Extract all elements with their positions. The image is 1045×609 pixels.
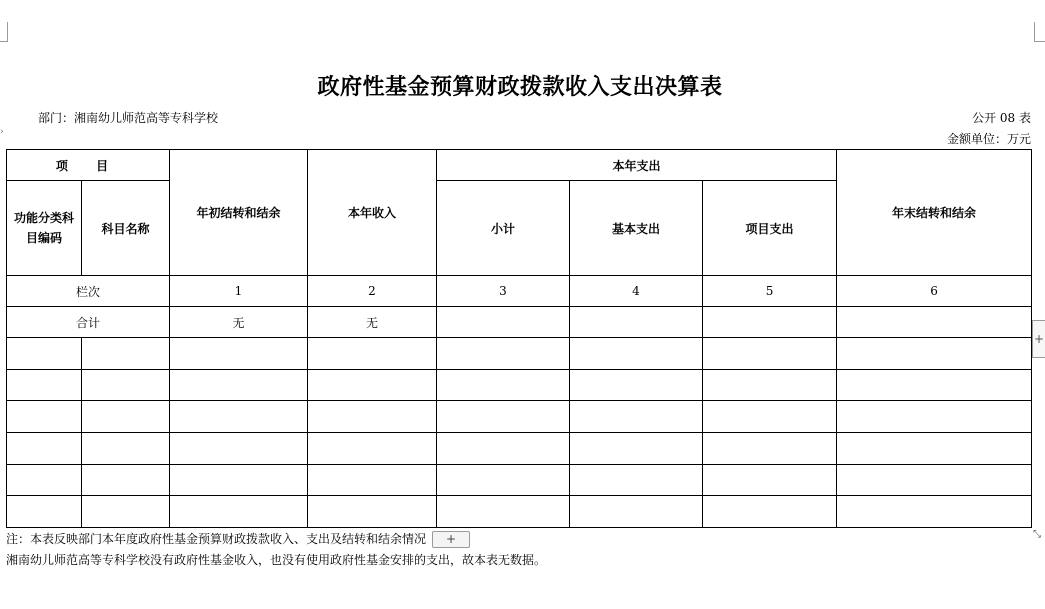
total-cell: [703, 307, 837, 338]
table-cell: [308, 465, 437, 496]
table-row: [7, 496, 1032, 528]
table-cell: [703, 465, 837, 496]
header-current-expense: 本年支出: [437, 150, 837, 181]
table-cell: [308, 370, 437, 401]
table-row: [7, 370, 1032, 401]
table-note: [6, 530, 470, 548]
table-cell: [570, 465, 703, 496]
table-cell: [82, 465, 170, 496]
add-row-button[interactable]: +: [432, 531, 470, 548]
budget-table: [6, 149, 1032, 528]
table-cell: [82, 370, 170, 401]
total-cell: 无: [308, 307, 437, 338]
total-cell: [437, 307, 570, 338]
total-cell: 无: [170, 307, 308, 338]
table-cell: [308, 433, 437, 465]
total-cell: [570, 307, 703, 338]
header-item: 项 目: [7, 150, 170, 181]
table-cell: [837, 433, 1032, 465]
table-cell: [437, 433, 570, 465]
table-cell: [570, 401, 703, 433]
page-corner-marker: [0, 22, 8, 42]
table-cell: [570, 433, 703, 465]
column-index-cell: 1: [170, 276, 308, 307]
table-cell: [437, 370, 570, 401]
table-cell: [703, 401, 837, 433]
table-cell: [437, 401, 570, 433]
no-data-explanation: 湘南幼儿师范高等专科学校没有政府性基金收入，也没有使用政府性基金安排的支出，故本表无数据。: [6, 553, 547, 567]
table-cell: [703, 496, 837, 528]
total-label: 合计: [7, 307, 170, 338]
table-cell: [570, 338, 703, 370]
table-cell: [7, 401, 82, 433]
header-current-income: 本年收入: [308, 150, 437, 276]
table-cell: [837, 401, 1032, 433]
table-cell: [7, 338, 82, 370]
table-cell: [170, 496, 308, 528]
column-index-cell: 3: [437, 276, 570, 307]
table-cell: [437, 496, 570, 528]
resize-handle-icon[interactable]: ⤡: [1033, 529, 1041, 540]
table-row: [7, 401, 1032, 433]
table-cell: [170, 338, 308, 370]
table-row: [7, 338, 1032, 370]
header-basic-expense: 基本支出: [570, 181, 703, 276]
note-text: 注：本表反映部门本年度政府性基金预算财政拨款收入、支出及结转和结余情况: [6, 532, 427, 546]
table-cell: [7, 496, 82, 528]
table-cell: [170, 401, 308, 433]
column-index-cell: 5: [703, 276, 837, 307]
column-index-cell: 6: [837, 276, 1032, 307]
table-cell: [82, 338, 170, 370]
header-subtotal: 小计: [437, 181, 570, 276]
table-cell: [570, 496, 703, 528]
column-index-cell: 2: [308, 276, 437, 307]
column-index-cell: 4: [570, 276, 703, 307]
page-corner-marker: [1034, 22, 1045, 42]
add-column-button[interactable]: +: [1032, 320, 1045, 358]
header-closing-balance: 年末结转和结余: [837, 150, 1032, 276]
table-cell: [570, 370, 703, 401]
table-cell: [703, 370, 837, 401]
table-row: [7, 433, 1032, 465]
table-cell: [7, 370, 82, 401]
column-index-label: 栏次: [7, 276, 170, 307]
amount-unit-label: 金额单位：万元: [946, 132, 1031, 146]
left-margin-marker-icon: ›: [0, 127, 4, 137]
table-cell: [82, 496, 170, 528]
table-cell: [837, 338, 1032, 370]
table-cell: [308, 338, 437, 370]
table-cell: [7, 433, 82, 465]
table-cell: [703, 433, 837, 465]
table-cell: [837, 465, 1032, 496]
header-func-code: 功能分类科目编码: [7, 181, 82, 276]
table-cell: [837, 496, 1032, 528]
table-cell: [837, 370, 1032, 401]
total-cell: [837, 307, 1032, 338]
table-cell: [82, 433, 170, 465]
table-cell: [170, 370, 308, 401]
table-cell: [7, 465, 82, 496]
table-row: [7, 465, 1032, 496]
header-project-expense: 项目支出: [703, 181, 837, 276]
table-cell: [437, 465, 570, 496]
table-cell: [308, 496, 437, 528]
table-cell: [82, 401, 170, 433]
table-cell: [170, 465, 308, 496]
header-opening-balance: 年初结转和结余: [170, 150, 308, 276]
total-row: [7, 307, 1032, 338]
column-index-row: [7, 276, 1032, 307]
header-subject-name: 科目名称: [82, 181, 170, 276]
table-cell: [170, 433, 308, 465]
form-code: 公开 08 表: [972, 111, 1031, 125]
department-label: 部门：湘南幼儿师范高等专科学校: [38, 111, 219, 125]
table-cell: [703, 338, 837, 370]
table-cell: [437, 338, 570, 370]
table-cell: [308, 401, 437, 433]
document-title: 政府性基金预算财政拨款收入支出决算表: [317, 74, 723, 100]
